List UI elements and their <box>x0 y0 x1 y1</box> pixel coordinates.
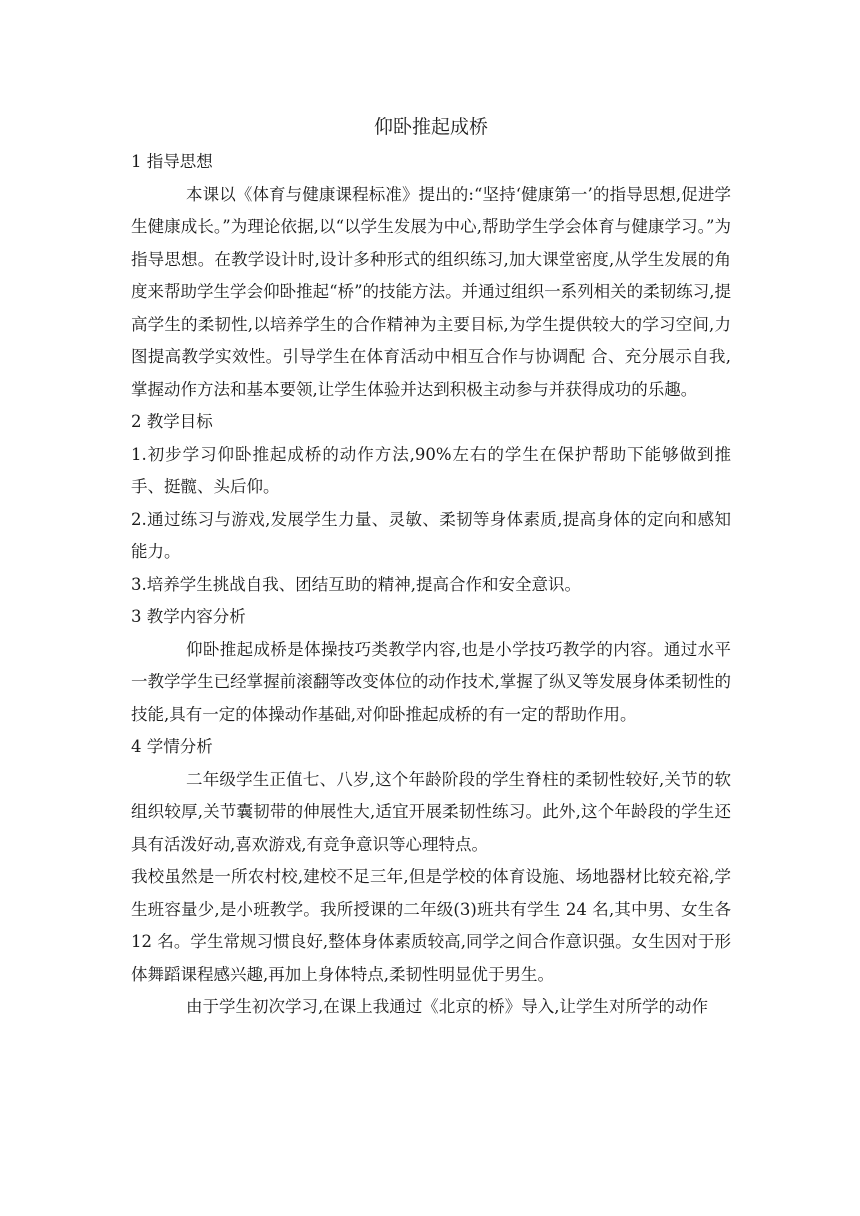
document-title: 仰卧推起成桥 <box>373 116 488 138</box>
section-heading: 3 教学内容分析 <box>131 607 246 626</box>
section-heading: 4 学情分析 <box>131 737 213 756</box>
section-teaching-goals <box>131 406 731 601</box>
section-paragraph: 本课以《体育与健康课程标准》提出的:“坚持‘健康第一’的指导思想,促进学生健康成长。”为理论依据,以“以学生发展为中心,帮助学生学会体育与健康学习。”为指导思想。在教学设计时,设计多种形式的组织练习,加大课堂密度,从学生发展的角度来帮助学生学会仰卧推起“桥”的技能方法。并通过组织一系列相关的柔韧练习,提高学生的柔韧性,以培养学生的合作精神为主要目标,为学生提供较大的学习空间,力图提高教学实效性。引导学生在体育活动中相互合作与协调配 合、充分展示自我,掌握动作方法和基本要领,让学生体验并达到积极主动参与并获得成功的乐趣。 <box>131 184 731 399</box>
section-paragraph: 仰卧推起成桥是体操技巧类教学内容,也是小学技巧教学的内容。通过水平一教学学生已经掌握前滚翻等改变体位的动作技术,掌握了纵叉等发展身体柔韧性的技能,具有一定的体操动作基础,对仰卧推起成桥的有一定的帮助作用。 <box>131 639 731 724</box>
section-heading: 1 指导思想 <box>131 152 213 171</box>
section-paragraph: 二年级学生正值七、八岁,这个年龄阶段的学生脊柱的柔韧性较好,关节的软组织较厚,关节囊韧带的伸展性大,适宜开展柔韧性练习。此外,这个年龄段的学生还具有活泼好动,喜欢游戏,有竞争意识等心理特点。 <box>131 769 731 854</box>
goal-item: 1.初步学习仰卧推起成桥的动作方法,90%左右的学生在保护帮助下能够做到推手、挺髋、头后仰。 <box>131 444 731 496</box>
section-content-analysis <box>131 601 731 731</box>
section-paragraph: 由于学生初次学习,在课上我通过《北京的桥》导入,让学生对所学的动作 <box>186 997 708 1016</box>
section-paragraph: 我校虽然是一所农村校,建校不足三年,但是学校的体育设施、场地器材比较充裕,学生班容量少,是小班教学。我所授课的二年级(3)班共有学生 24 名,其中男、女生各 12 名。学生常规习惯良好,整体身体素质较高,同学之间合作意识强。女生因对于形体舞蹈课程感兴趣,再加上身体特点,柔韧性明显优于男生。 <box>131 867 731 984</box>
section-guiding-ideology <box>131 146 731 406</box>
goal-item: 2.通过练习与游戏,发展学生力量、灵敏、柔韧等身体素质,提高身体的定向和感知能力。 <box>131 509 731 561</box>
section-heading: 2 教学目标 <box>131 412 213 431</box>
goal-item: 3.培养学生挑战自我、团结互助的精神,提高合作和安全意识。 <box>131 574 581 594</box>
section-learner-analysis <box>131 731 731 1024</box>
document-page <box>131 112 731 1024</box>
